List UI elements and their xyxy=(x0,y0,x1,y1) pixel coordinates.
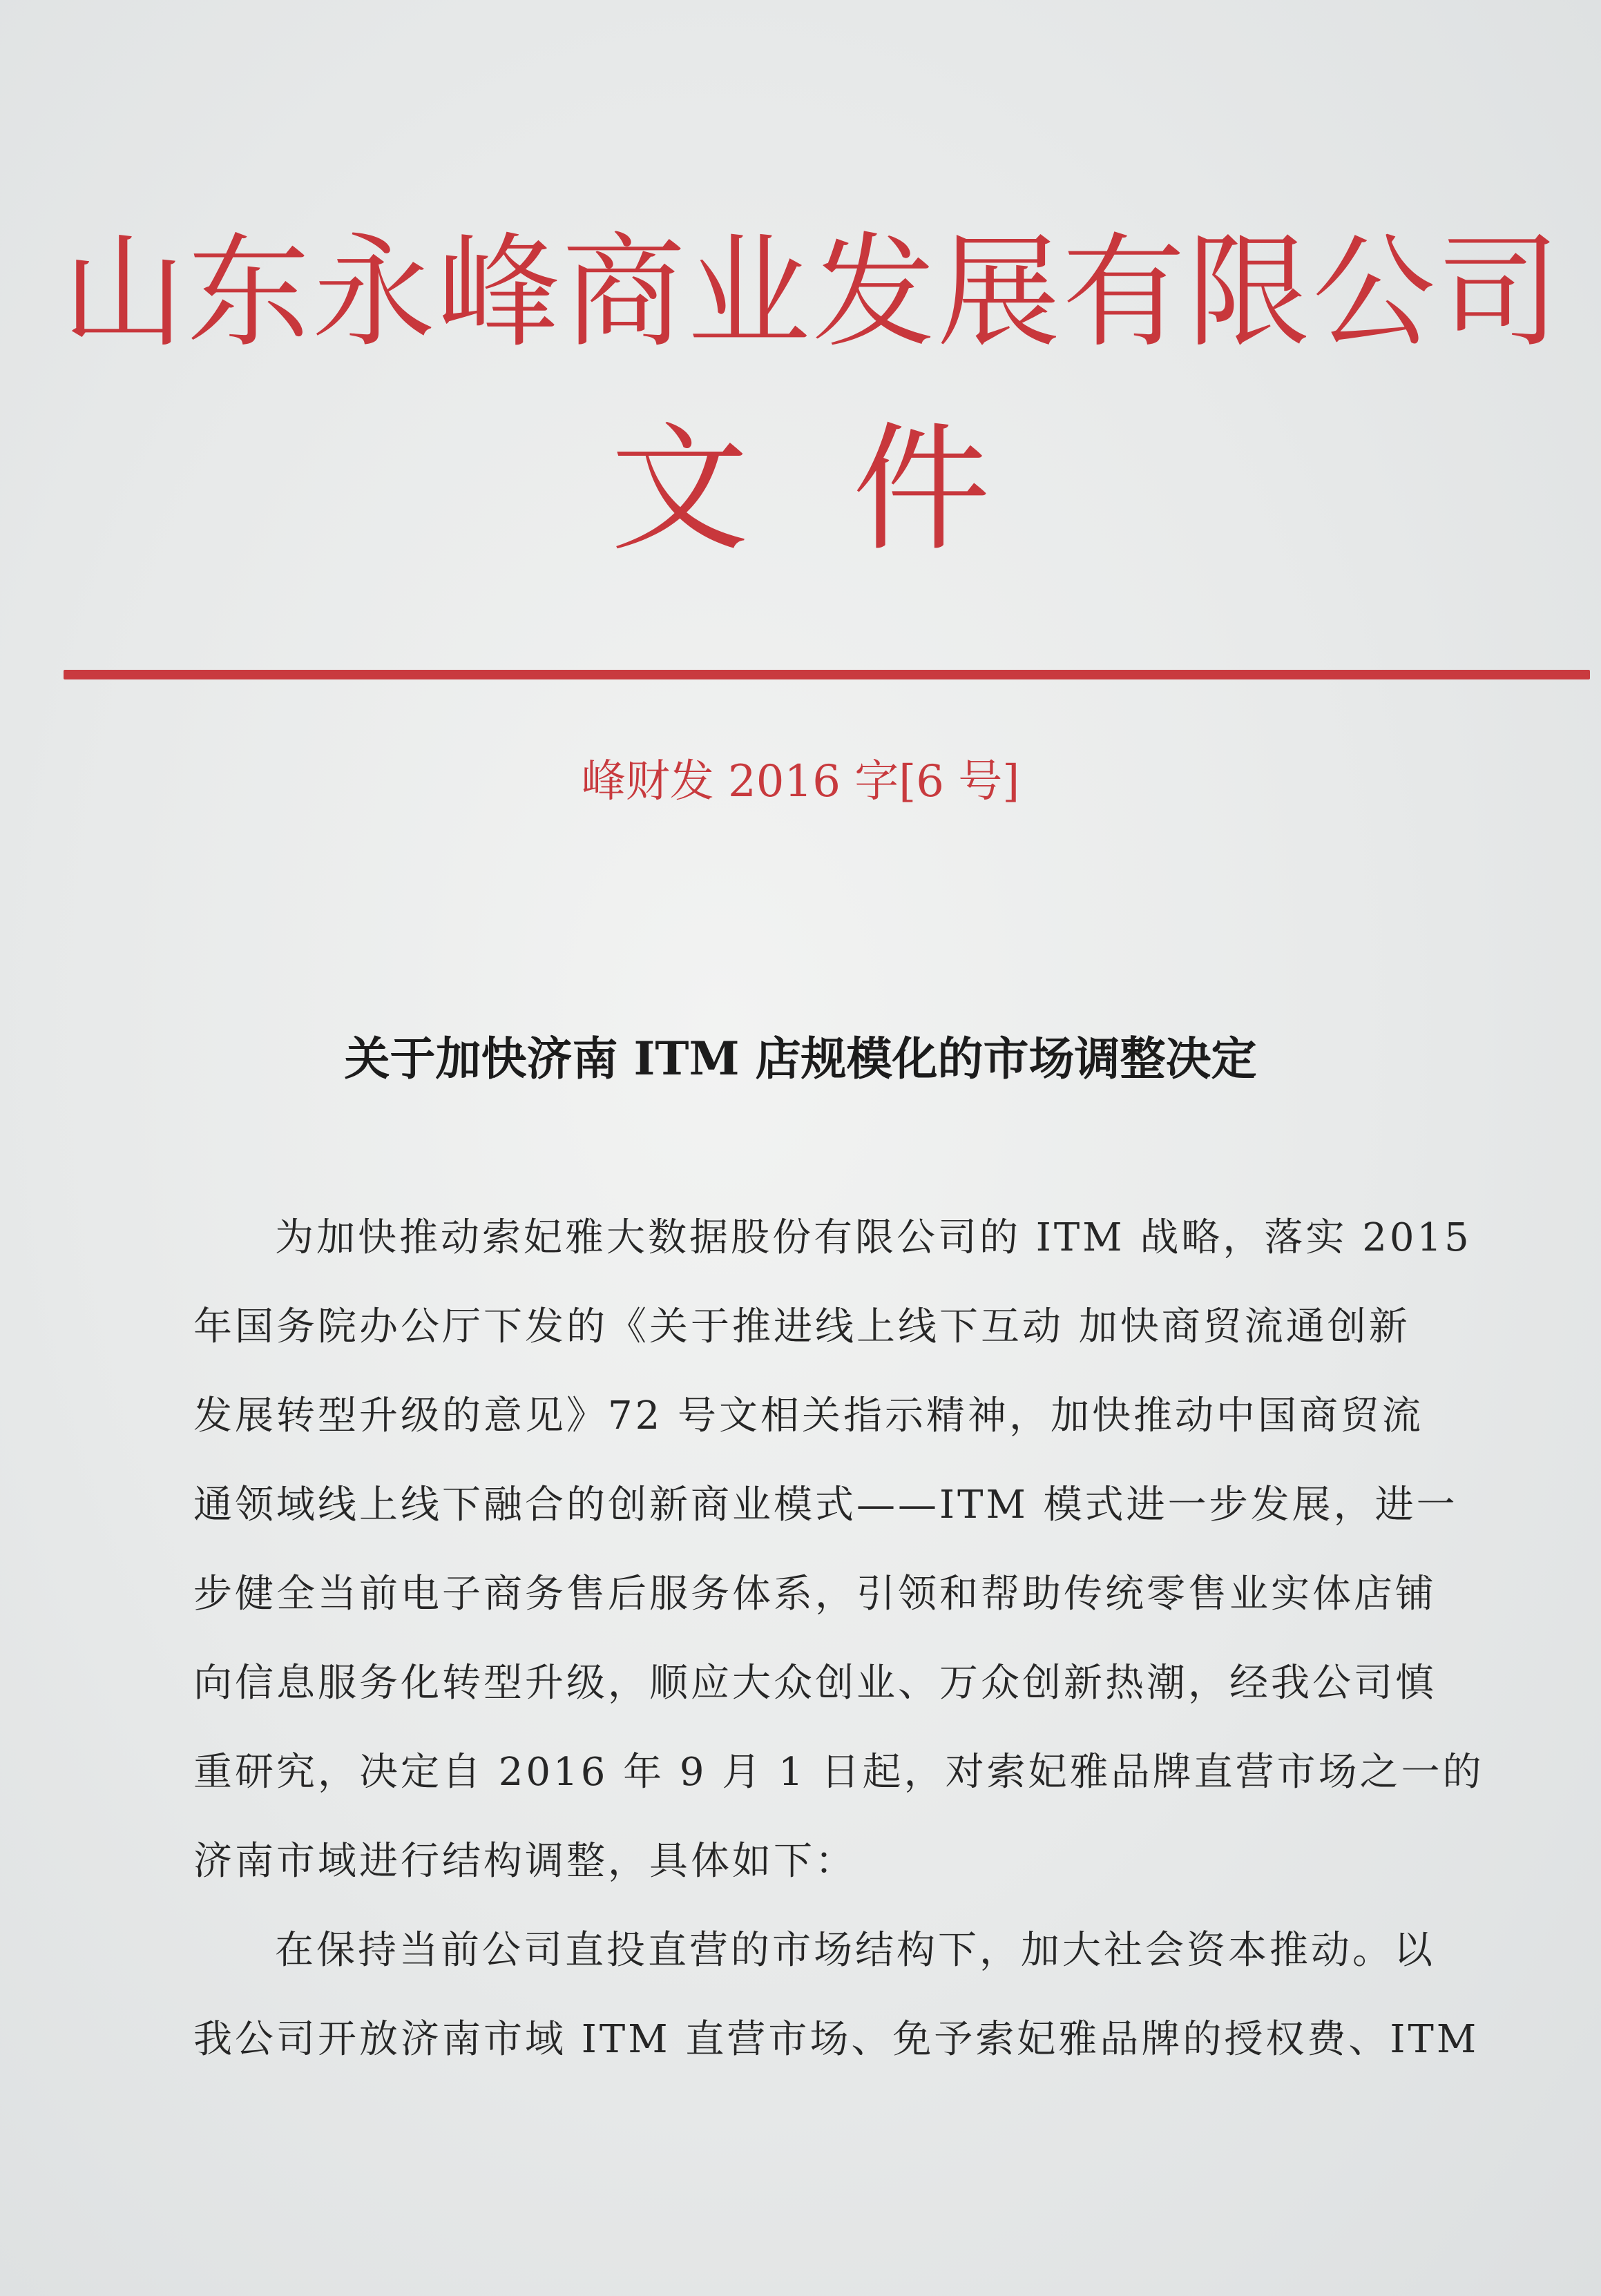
document-body xyxy=(193,1214,1484,2105)
body-line: 为加快推动索妃雅大数据股份有限公司的 ITM 战略，落实 2015 xyxy=(275,1215,1472,1260)
document-label: 文件 xyxy=(610,409,1094,570)
body-line: 通领域线上线下融合的创新商业模式——ITM 模式进一步发展，进一 xyxy=(193,1483,1458,1527)
body-line: 向信息服务化转型升级，顺应大众创业、万众创新热潮，经我公司慎 xyxy=(193,1661,1437,1706)
body-line: 发展转型升级的意见》72 号文相关指示精神，加快推动中国商贸流 xyxy=(193,1393,1424,1438)
document-number: 峰财发 2016 字[6 号] xyxy=(581,756,1020,807)
red-divider-line xyxy=(64,670,1590,679)
body-line: 年国务院办公厅下发的《关于推进线上线下互动 加快商贸流通创新 xyxy=(193,1304,1410,1349)
document-title: 关于加快济南 ITM 店规模化的市场调整决定 xyxy=(344,1032,1257,1086)
body-line: 济南市域进行结构调整，具体如下： xyxy=(193,1839,856,1884)
organization-name: 山东永峰商业发展有限公司 xyxy=(62,221,1562,364)
body-line: 我公司开放济南市域 ITM 直营市场、免予索妃雅品牌的授权费、ITM xyxy=(193,2017,1479,2062)
body-line: 在保持当前公司直投直营的市场结构下，加大社会资本推动。以 xyxy=(275,1928,1435,1973)
body-line: 步健全当前电子商务售后服务体系，引领和帮助传统零售业实体店铺 xyxy=(193,1572,1437,1617)
body-line: 重研究，决定自 2016 年 9 月 1 日起，对索妃雅品牌直营市场之一的 xyxy=(193,1750,1484,1795)
